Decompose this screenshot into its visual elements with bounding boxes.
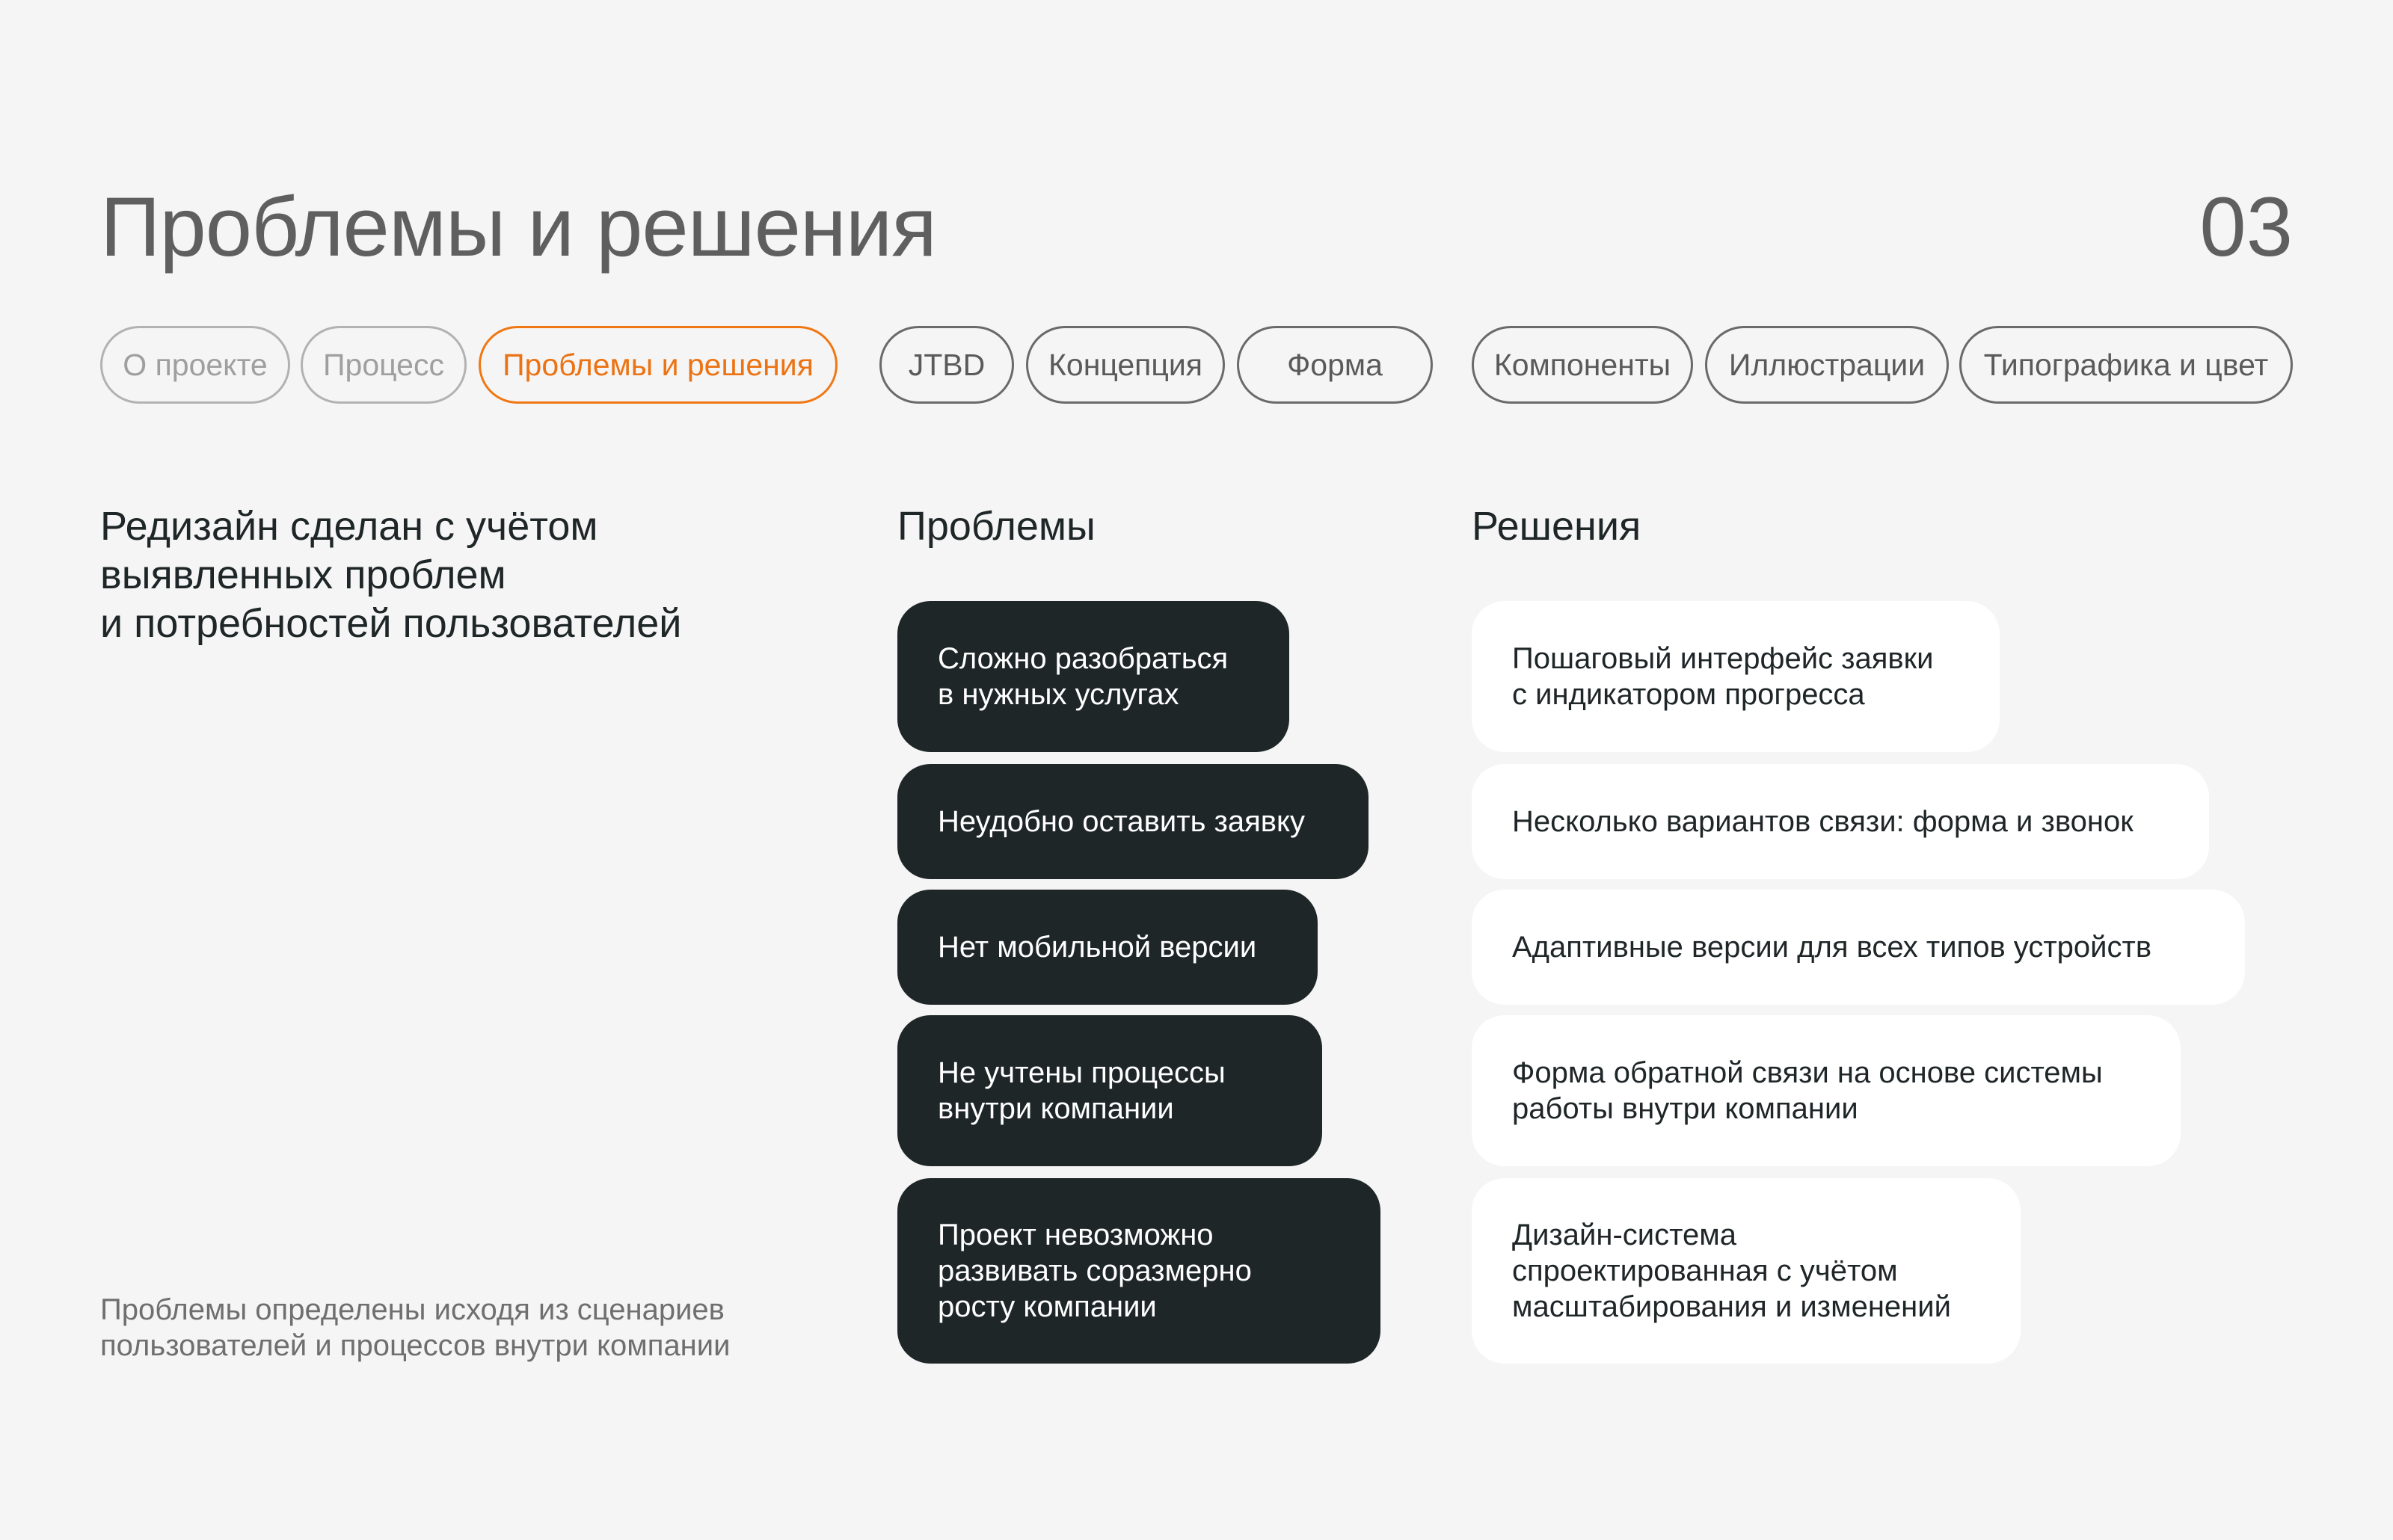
problem-card-line: росту компании — [938, 1290, 1157, 1323]
problem-card-line: Сложно разобраться — [938, 642, 1229, 675]
problem-card-line: Неудобно оставить заявку — [938, 805, 1305, 838]
solution-card — [1472, 1178, 2021, 1364]
intro-text — [100, 502, 681, 648]
section-nav — [0, 326, 2393, 404]
nav-pill-about[interactable]: О проекте — [100, 326, 290, 404]
problem-card-line: Нет мобильной версии — [938, 931, 1257, 964]
problem-card-line: в нужных услугах — [938, 678, 1179, 711]
solution-card — [1472, 764, 2209, 879]
solution-card — [1472, 601, 2000, 752]
page-title: Проблемы и решения — [100, 180, 936, 274]
intro-line: выявленных проблем — [100, 552, 506, 597]
footnote-line: Проблемы определены исходя из сценариев — [100, 1293, 725, 1326]
intro-line: Редизайн сделан с учётом — [100, 504, 598, 549]
problem-card-line: Проект невозможно — [938, 1219, 1214, 1251]
nav-pill-process[interactable]: Процесс — [301, 326, 467, 404]
solution-card — [1472, 890, 2245, 1005]
footnote — [100, 1292, 730, 1364]
problem-card — [897, 1015, 1322, 1166]
solution-card-line: спроектированная с учётом — [1512, 1254, 1898, 1287]
problem-card-line: развивать соразмерно — [938, 1254, 1252, 1287]
intro-line: и потребностей пользователей — [100, 601, 682, 646]
solution-card-line: Адаптивные версии для всех типов устройств — [1512, 931, 2152, 964]
problem-card — [897, 764, 1368, 879]
nav-pill-problems-solutions[interactable]: Проблемы и решения — [479, 326, 838, 404]
problem-card — [897, 890, 1318, 1005]
problem-card-line: Не учтены процессы — [938, 1056, 1226, 1089]
page-number: 03 — [2199, 180, 2293, 274]
solutions-heading: Решения — [1472, 504, 1641, 549]
solution-card-line: Пошаговый интерфейс заявки — [1512, 642, 1934, 675]
nav-pill-form[interactable]: Форма — [1237, 326, 1433, 404]
solution-card — [1472, 1015, 2181, 1166]
solution-card-line: масштабирования и изменений — [1512, 1290, 1951, 1323]
footnote-line: пользователей и процессов внутри компании — [100, 1329, 731, 1362]
nav-pill-concept[interactable]: Концепция — [1026, 326, 1225, 404]
nav-pill-components[interactable]: Компоненты — [1472, 326, 1693, 404]
problem-card — [897, 601, 1289, 752]
nav-pill-jtbd[interactable]: JTBD — [879, 326, 1014, 404]
nav-pill-typography-color[interactable]: Типографика и цвет — [1959, 326, 2293, 404]
solution-card-line: Форма обратной связи на основе системы — [1512, 1056, 2103, 1089]
solution-card-line: Несколько вариантов связи: форма и звонок — [1512, 805, 2134, 838]
solution-card-line: Дизайн-система — [1512, 1219, 1736, 1251]
problems-heading: Проблемы — [897, 504, 1096, 549]
problem-card — [897, 1178, 1380, 1364]
solution-card-line: работы внутри компании — [1512, 1092, 1858, 1125]
nav-pill-illustrations[interactable]: Иллюстрации — [1705, 326, 1949, 404]
problem-card-line: внутри компании — [938, 1092, 1174, 1125]
solution-card-line: с индикатором прогресса — [1512, 678, 1865, 711]
